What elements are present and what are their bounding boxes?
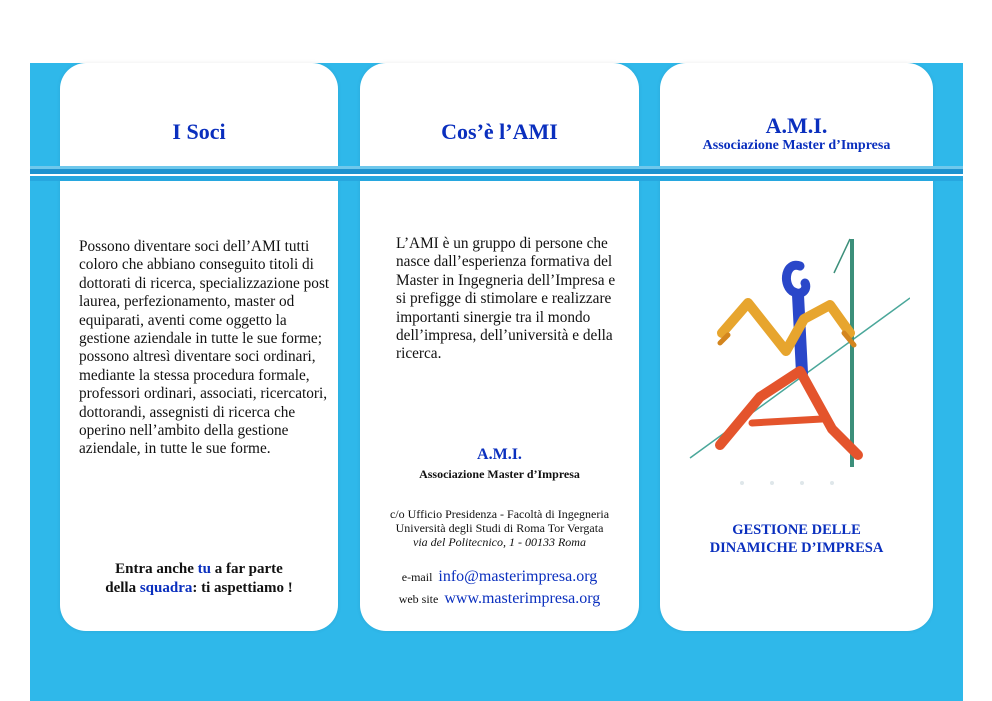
cover-tagline — [660, 521, 933, 557]
org-short-name: A.M.I. — [477, 446, 522, 463]
address-line-2: Università degli Studi di Roma Tor Vergata — [395, 521, 604, 535]
call-to-action — [60, 560, 338, 598]
address-line-1: c/o Ufficio Presidenza - Facoltà di Ingegneria — [389, 507, 610, 521]
cos-e-ami-title: Cos’è l’AMI — [441, 119, 558, 144]
email-row — [360, 568, 639, 586]
org-full-name: Associazione Master d’Impresa — [419, 467, 580, 481]
website-link[interactable]: www.masterimpresa.org — [444, 590, 601, 607]
soci-body: Possono diventare soci dell’AMI tutti coloro che abbiano conseguito titoli di dottorati di ricerca, specializzazione post laurea, perfezionamento, master od equiparati, aventi come oggetto la gestione aziendale in tutte le sue forme; possono altresì diventare soci ordinari, mediante la stessa procedura formale, professori ordinari, associati, ricercatori, dottorandi, assegnisti di ricerca che operino nell’ambito della gestione aziendale, in tutte le sue forme. — [79, 238, 330, 458]
horizontal-band — [30, 166, 963, 181]
cta-squadra: squadra — [139, 580, 193, 596]
ami-figure-logo-icon — [682, 233, 910, 503]
cover-title: A.M.I. — [765, 113, 828, 138]
cta-text-2: a far parte — [211, 561, 283, 577]
soci-title: I Soci — [172, 119, 226, 144]
cos-e-ami-body: L’AMI è un gruppo di persone che nasce dall’esperienza formativa del Master in Ingegneria dell’Impresa e si prefigge di stimolare e realizzare importanti sinergie tra il mondo dell’impresa, dell’università e della ricerca. — [396, 235, 616, 363]
website-row — [360, 590, 639, 608]
address-line-3: via del Politecnico, 1 - 00133 Roma — [413, 535, 586, 549]
cta-tu: tu — [197, 561, 212, 577]
cta-text-4: : ti aspettiamo ! — [192, 580, 293, 596]
tagline-line-2: DINAMICHE D’IMPRESA — [709, 540, 884, 556]
website-label: web site — [398, 592, 439, 606]
email-link[interactable]: info@masterimpresa.org — [438, 568, 598, 585]
cta-text-1: Entra anche — [115, 561, 198, 577]
tagline-line-1: GESTIONE DELLE — [732, 522, 861, 538]
cta-text-3: della — [105, 580, 140, 596]
cover-subtitle: Associazione Master d’Impresa — [702, 138, 891, 153]
email-label: e-mail — [401, 570, 433, 584]
